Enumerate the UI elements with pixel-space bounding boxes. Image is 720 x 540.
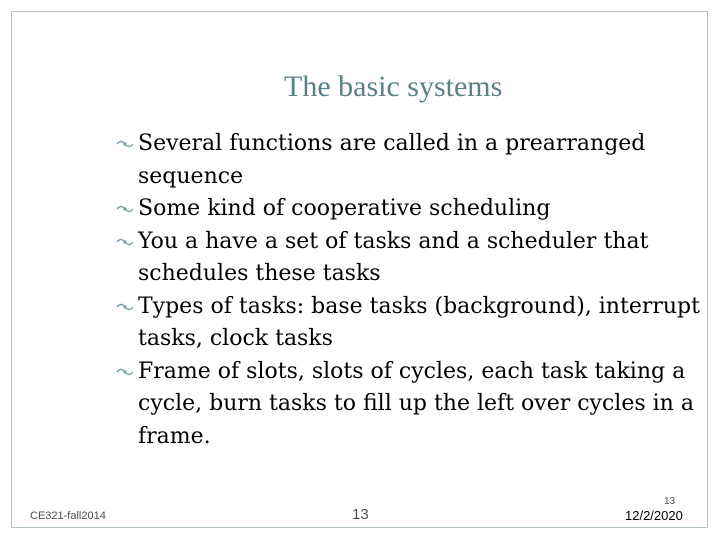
ornate-bullet-icon	[116, 138, 134, 150]
bullet-item	[116, 193, 716, 226]
ornate-bullet-icon	[116, 236, 134, 248]
bullet-text: Some kind of cooperative scheduling	[138, 196, 551, 221]
bullet-item	[116, 128, 716, 193]
ornate-bullet-icon	[116, 301, 134, 313]
bullet-text: You a have a set of tasks and a scheduler that schedules these tasks	[138, 228, 649, 286]
ornate-bullet-icon	[116, 366, 134, 378]
bullet-list	[116, 128, 716, 453]
bullet-item	[116, 291, 716, 356]
bullet-text: Several functions are called in a prearranged sequence	[138, 131, 646, 189]
bullet-text: Frame of slots, slots of cycles, each task taking a cycle, burn tasks to fill up the left over cycles in a frame.	[138, 358, 694, 449]
footer-page-number: 13	[352, 506, 369, 523]
slide-title: The basic systems	[284, 70, 503, 103]
bullet-item	[116, 226, 716, 291]
footer-date: 12/2/2020	[625, 508, 683, 523]
bullet-item	[116, 356, 716, 454]
slide-number: 13	[664, 496, 676, 507]
bullet-text: Types of tasks: base tasks (background), interrupt tasks, clock tasks	[138, 293, 700, 351]
footer-course: CE321-fall2014	[30, 510, 106, 522]
ornate-bullet-icon	[116, 203, 134, 215]
